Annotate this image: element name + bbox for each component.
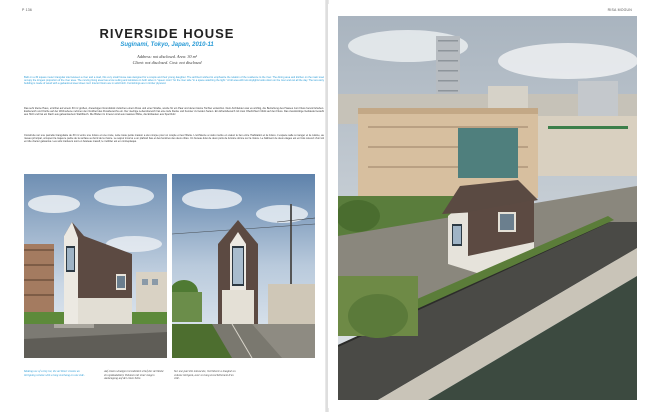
- house-photo-aerial-river-view: [338, 16, 637, 400]
- body-text-german: Das sehr kleine Haus, errichtet auf einem 30 m² großen, dreieckigen Grundstück zwischen einem Fluss und einer Straße, wurde für ein Paar und deren kleine Tochter entworfen. Dem Architekten war es wichtig, die Beziehung des Hauses zum Fluss hervorzuheben. Essbereich und Küche auf der Wohnebene nehmen den Großteil des Flussbereichs ein. Der niedrige Lebensbereich hat eine tiefe Decke und Fenster zu beiden Seiten. Ein Arbeitsbereich mit zwei Oberlichtern blickt auf den Fluss. Das zweistöckige Gebäude besteht aus Holz und hat ein Dach aus galvanisiertem Stahlblech. Die Böden im Inneren sind aus massiver Birke, die Einbauten aus Sperrholz.: [24, 107, 324, 117]
- photo-caption-french: Sur une parcelle minuscule, l'architecte a imaginé un volume intrigant, avec un long encorbellement d'un côté.: [174, 369, 236, 381]
- body-text-french: Construite sur une parcelle triangulaire de 30 m² entre une rivière et une route, cette toute petite maison a été conçue pour un couple et leur fillette. L'architecte a voulu mettre en valeur le lien entre l'habitation et la rivière. L'espace salle à manger et la cuisine, au niveau principal, occupent la majeure partie de la surface au bord de la rivière. Le séjour incurvé a un plafond bas et des fenêtres des deux côtés. Un bureau doté de deux puits de lumière donne sur la rivière. Le bâtiment de deux étages est en bois couvert d'un toit en tôle d'acier galvanisé. Les sols intérieurs sont en bouleau massif, le mobilier est en contreplaqué.: [24, 134, 324, 144]
- body-text-english: Built on a 30 square meter triangular site between a river and a road, this very small house was designed for a couple and their young daughter. The architect wished to emphasize the relation of the residence to the river. The dining area and kitchen on the main level occupy the longest proportion of the river area. The curving living area has a low ceiling and windows on both sides in "queen room" for the river side "in a space watching the light." A full area with two skylights looks down on the river and out all the day. The two-story building is made of wood with a galvanized steel sheet roof. Interior floors are in solid birch. Furnishings are in timber plywood.: [24, 76, 324, 86]
- house-photo-street-view-front: [172, 174, 315, 358]
- left-page: [8, 4, 326, 408]
- project-client-cost: Client: not disclosed. Cost: not disclosed: [132, 60, 202, 65]
- right-page: [328, 4, 644, 408]
- photo-caption-english: Making use of a tiny lot, the architect creates an intriguing volume with a long overhang on one side.: [24, 369, 85, 377]
- project-address-area: Address: not disclosed. Area: 30 m²: [137, 54, 197, 59]
- page-folio-right: RISA MOGUN: [607, 8, 632, 12]
- photo-caption-german: Auf einem winzigen Grundstück schuf der Architekt ein spektakuläres Volumen mit einer langen Auskragung auf der einen Seite.: [104, 369, 164, 381]
- page-folio: P 136: [22, 8, 33, 12]
- house-photo-street-view-left: [24, 174, 167, 358]
- article-location: Suginami, Tokyo, Japan, 2010-11: [120, 42, 214, 48]
- article-title: RIVERSIDE HOUSE: [99, 26, 235, 41]
